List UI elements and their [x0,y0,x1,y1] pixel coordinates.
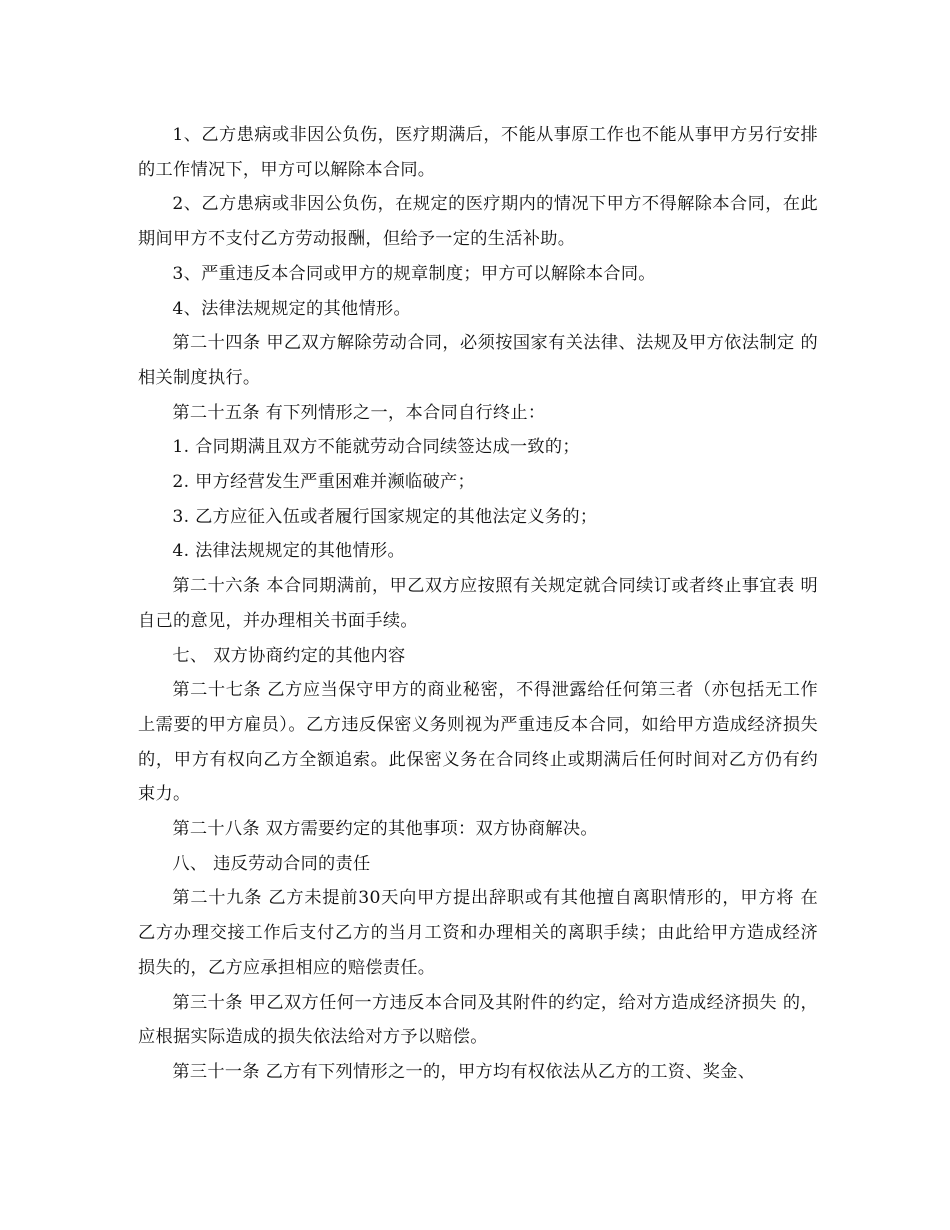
clause-item-2: 2、乙方患病或非因公负伤，在规定的医疗期内的情况下甲方不得解除本合同，在此期间甲方不支付乙方劳动报酬，但给予一定的生活补助。 [138,194,818,250]
article-25: 第二十五条 有下列情形之一，本合同自行终止： [172,402,546,423]
document-body [138,118,818,1090]
termination-item-3: 3. 乙方应征入伍或者履行国家规定的其他法定义务的； [172,506,598,527]
article-28: 第二十八条 双方需要约定的其他事项：双方协商解决。 [172,819,598,840]
article-29: 第二十九条 乙方未提前30天向甲方提出辞职或有其他擅自离职情形的，甲方将 在乙方办理交接工作后支付乙方的当月工资和办理相关的离职手续；由此给甲方造成经济损失的，乙方应承担相应的赔偿责任。 [138,888,818,978]
article-30: 第三十条 甲乙双方任何一方违反本合同及其附件的约定，给对方造成经济损失 的，应根据实际造成的损失依法给对方予以赔偿。 [138,992,818,1048]
clause-item-3: 3、严重违反本合同或甲方的规章制度；甲方可以解除本合同。 [172,263,656,284]
termination-item-2: 2. 甲方经营发生严重困难并濒临破产； [172,472,475,493]
article-24: 第二十四条 甲乙双方解除劳动合同，必须按国家有关法律、法规及甲方依法制定 的相关制度执行。 [138,333,818,388]
clause-item-4: 4、法律法规规定的其他情形。 [172,298,411,319]
termination-item-1: 1. 合同期满且双方不能就劳动合同续签达成一致的； [172,437,580,458]
section-heading-7: 七、 双方协商约定的其他内容 [172,645,406,666]
article-26: 第二十六条 本合同期满前，甲乙双方应按照有关规定就合同续订或者终止事宜表 明自己的意见，并办理相关书面手续。 [138,576,818,631]
article-31: 第三十一条 乙方有下列情形之一的，甲方均有权依法从乙方的工资、奖金、 [172,1061,756,1082]
clause-item-1: 1、乙方患病或非因公负伤，医疗期满后，不能从事原工作也不能从事甲方另行安排的工作情况下，甲方可以解除本合同。 [138,125,818,180]
section-heading-8: 八、 违反劳动合同的责任 [172,853,371,874]
termination-item-4: 4. 法律法规规定的其他情形。 [172,541,406,562]
article-27: 第二十七条 乙方应当保守甲方的商业秘密，不得泄露给任何第三者（亦包括无工作上需要的甲方雇员）。乙方违反保密义务则视为严重违反本合同，如给甲方造成经济损失的，甲方有权向乙方全额追索。此保密义务在合同终止或期满后任何时间对乙方仍有约束力。 [138,680,818,805]
